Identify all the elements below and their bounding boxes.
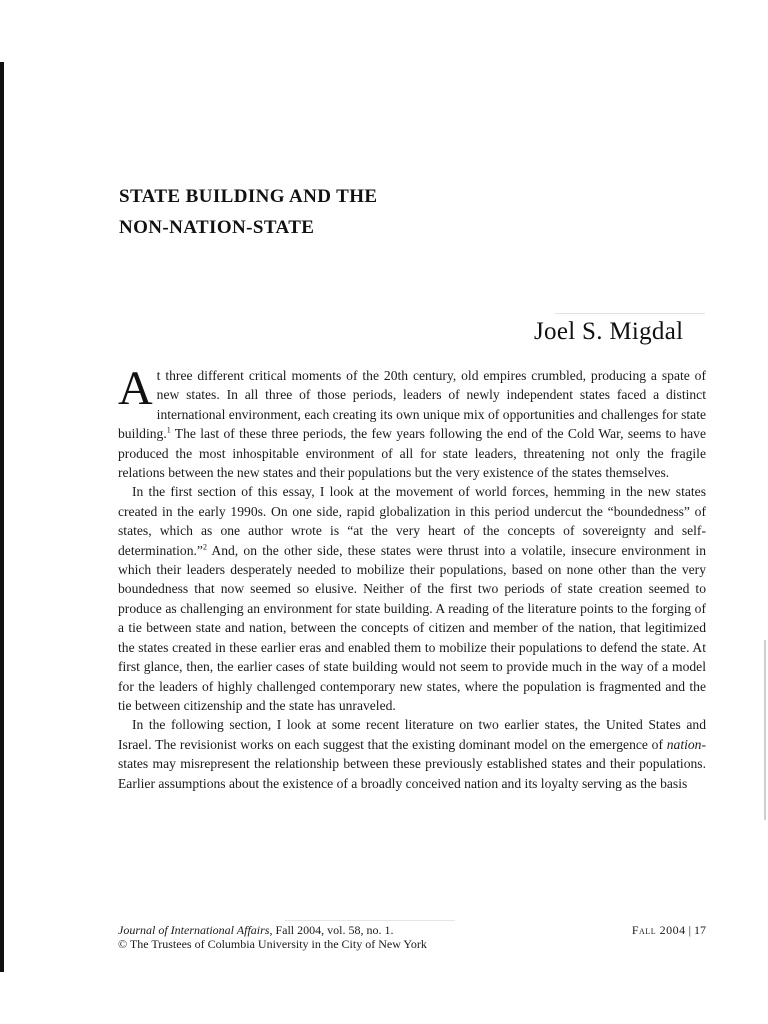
- footnote-ref-1: 1: [166, 425, 171, 435]
- page-separator: |: [685, 923, 694, 937]
- citation-details: , Fall 2004, vol. 58, no. 1.: [269, 923, 394, 937]
- paragraph-2-text: In the first section of this essay, I look at the movement of world forces, hemming in the new states created in the early 1990s. On one side, rapid globalization in this period undercut the “boundedness” of states, which as one author wrote is “at the very heart of the concepts of sovereignty and self-determination.”: [118, 484, 706, 558]
- author-name: Joel S. Migdal: [534, 318, 684, 345]
- journal-name: Journal of International Affairs: [118, 923, 270, 937]
- scan-edge-shadow: [764, 640, 766, 820]
- paragraph-3-text: In the following section, I look at some recent literature on two earlier states, the United States and Israel. The revisionist works on each suggest that the existing dominant model on the emergence of: [118, 717, 706, 752]
- citation-line: [118, 923, 427, 937]
- paragraph-3-text-cont: -states may misrepresent the relationship between these previously established states and their populations. Earlier assumptions about the existence of a broadly conceived nation and its loyalty serving as the basis: [118, 736, 706, 791]
- drop-cap: A: [118, 362, 153, 415]
- article-body: [118, 362, 706, 793]
- page-edge-rule: [0, 62, 4, 972]
- title-line-1: STATE BUILDING AND THE: [119, 186, 378, 207]
- author-divider: [555, 313, 705, 314]
- paragraph-1: [118, 362, 706, 482]
- paragraph-2: [118, 482, 706, 715]
- footer-page-info: [632, 923, 706, 937]
- footer-citation: [118, 923, 427, 951]
- paragraph-3: [118, 715, 706, 793]
- issue-season: Fall 2004: [631, 923, 686, 937]
- emphasis-nation: nation: [666, 736, 702, 752]
- footer-divider: [285, 920, 455, 921]
- paragraph-2-text-cont: And, on the other side, these states were thrust into a volatile, insecure environment in which their leaders desperately needed to mobilize their populations, based on none other than the very boundedness that now seemed so elusive. Neither of the first two periods of state creation seemed to produce as challenging an environment for state building. A reading of the literature points to the forging of a tie between state and nation, between the concepts of citizen and member of the nation, that legitimized the states created in these earlier eras and enabled them to mobilize their populations to defend the state. At first glance, then, the earlier cases of state building would not seem to provide much in the way of a model for the leaders of highly challenged contemporary new states, where the population is fragmented and the tie between citizenship and the state has unraveled.: [118, 542, 706, 713]
- paragraph-1-text: t three different critical moments of the 20th century, old empires crumbled, producing a spate of new states. In all three of those periods, leaders of newly independent states faced a distinct international environment, each creating its own unique mix of opportunities and challenges for state building.: [118, 368, 706, 442]
- title-line-2: NON-NATION-STATE: [119, 217, 315, 238]
- page-number: 17: [694, 923, 706, 937]
- footnote-ref-2: 2: [202, 542, 207, 552]
- copyright-line: © The Trustees of Columbia University in the City of New York: [118, 937, 427, 951]
- article-title: [119, 181, 378, 243]
- paragraph-1-text-cont: The last of these three periods, the few years following the end of the Cold War, seems to have produced the most inhospitable environment of all for state leaders, threatening not only the fragile relations between the new states and their populations but the very existence of the states themselves.: [118, 426, 706, 481]
